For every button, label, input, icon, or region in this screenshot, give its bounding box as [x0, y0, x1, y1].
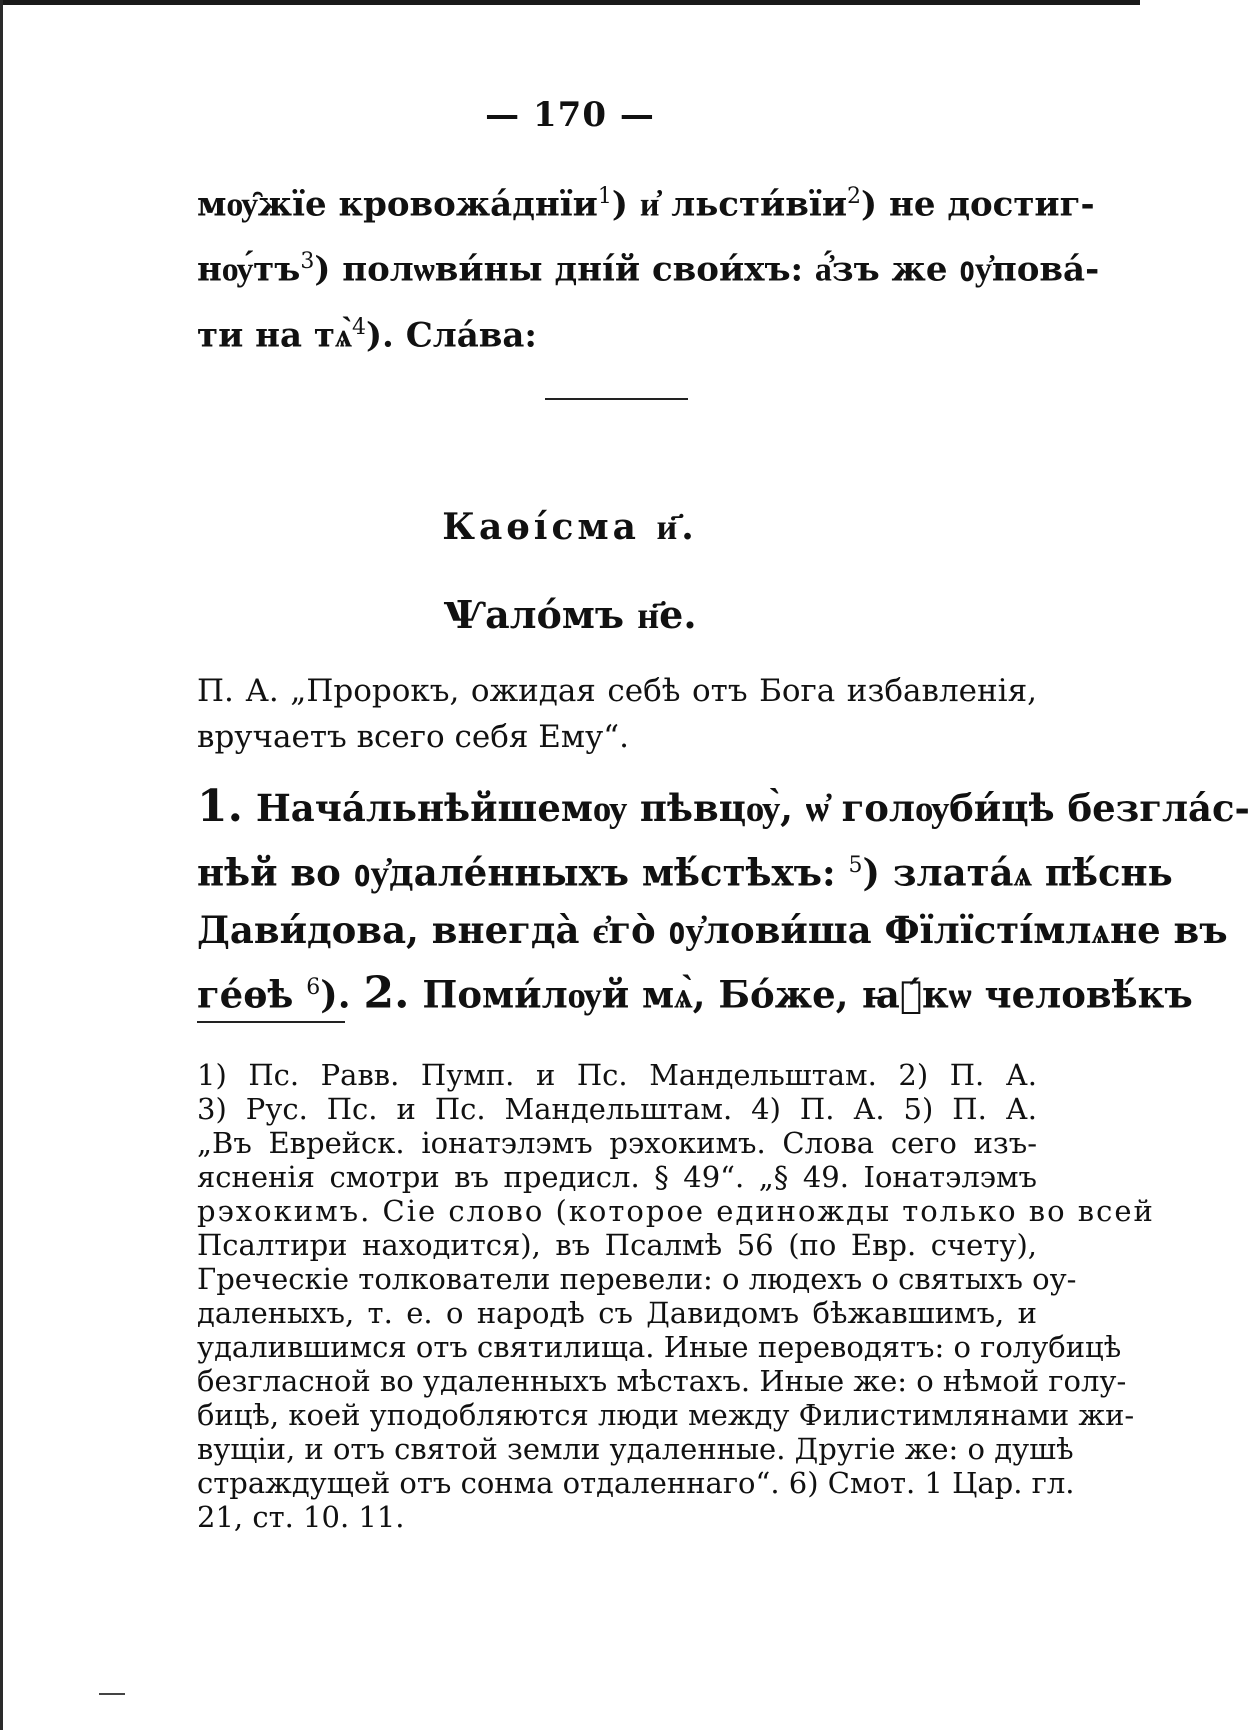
top-text-line-2: $нѹ́тъ^3$) полѡви́ны дні́й свои́хъ: а҆́зъ же ᲂу҆пова́-	[197, 249, 1100, 290]
psalm-title: Ѱало́мъ н҃е.	[443, 592, 697, 637]
footnote-line: „Въ Еврейск. іонатэлэмъ рэхокимъ. Слова сего изъ-	[197, 1126, 1037, 1160]
margin-mark	[99, 1693, 125, 1695]
kathisma-heading: Каѳі́сма и҃.	[442, 506, 698, 548]
footnote-line: 3) Рус. Пс. и Пс. Мандельштам. 4) П. А. 5) П. А.	[197, 1092, 1037, 1126]
verse-number-1: 1.	[197, 781, 243, 832]
footnote-ref-6: 6	[306, 975, 321, 1001]
psalm-annotation: П. А. „Пророкъ, ожидая себѣ отъ Бога избавленія, вручаетъ всего себя Ему“.	[197, 673, 1037, 755]
footnote-line: 21, ст. 10. 11.	[197, 1500, 405, 1534]
footnote-line: рэхокимъ. Сіе слово (которое единожды только во всей	[197, 1194, 1155, 1228]
footnote-ref-4: 4	[351, 314, 366, 340]
footnote-ref-5: 5	[848, 853, 863, 878]
footnote-line: вущіи, и отъ святой земли удаленные. Другіе же: о душѣ	[197, 1432, 1074, 1466]
top-text-line-1: мѹ̑жїе кровожа́днїи$^1$) и҆ льсти́вїи$^2$) не достиг-	[197, 184, 1095, 225]
left-edge-rule	[0, 0, 3, 1730]
footnote-ref-2: 2	[847, 184, 862, 209]
footnote-line: Псалтири находится), въ Псалмѣ 56 (по Евр. счету),	[197, 1228, 1037, 1262]
footnote-line: Греческіе толкователи перевели: о людехъ о святыхъ оу-	[197, 1262, 1077, 1296]
footnote-line: страждущей отъ сонма отдаленнаго“. 6) Смот. 1 Цар. гл.	[197, 1466, 1075, 1500]
footnote-ref-1: 1	[597, 184, 612, 209]
verse-line-4: ге́ѳѣ $^6$). 2. Поми́лѹй мѧ̀, Бо́же, ꙗ҆́кѡ человѣ́къ	[197, 967, 1193, 1019]
footnote-divider	[197, 1021, 345, 1023]
footnote-line: бицѣ, коей уподобляются люди между Филистимлянами жи-	[197, 1398, 1135, 1432]
footnote-line: безгласной во удаленныхъ мѣстахъ. Иные же: о нѣмой голу-	[197, 1364, 1127, 1398]
section-divider	[545, 398, 688, 400]
verse-number-2: 2.	[363, 967, 410, 1019]
top-church-slavonic-text	[197, 168, 1100, 364]
top-text-line-3: ти на тѧ̀$^4$). Сла́ва:	[197, 314, 537, 355]
footnote-line: даленыхъ, т. е. о народѣ съ Давидомъ бѣжавшимъ, и	[197, 1296, 1037, 1330]
psalm-verses	[197, 778, 1250, 1024]
footnote-line: ясненія смотри въ предисл. § 49“. „§ 49. Іонатэлэмъ	[197, 1160, 1037, 1194]
top-edge-rule	[0, 0, 1140, 5]
verse-line-2: нѣй во ᲂу҆дале́нныхъ мѣ́стѣхъ: $^5$) злата́ѧ пѣ́снь	[197, 850, 1173, 895]
footnotes	[197, 1058, 1155, 1534]
footnote-ref-3: 3	[300, 249, 315, 275]
page-number: — 170 —	[485, 95, 655, 135]
verse-line-1: 1. Нача́льнѣйшемѹ пѣвцѹ̀, ѡ҆ голѹби́цѣ безгла́с-	[197, 781, 1250, 832]
verse-line-3: Дави́дова, внегда̀ є҆го̀ ᲂу҆лови́ша Фїлїсті́млѧне въ	[197, 908, 1228, 953]
footnote-line: 1) Пс. Равв. Пумп. и Пс. Мандельштам. 2) П. А.	[197, 1058, 1037, 1092]
footnote-line: удалившимся отъ святилища. Иные переводятъ: о голубицѣ	[197, 1330, 1122, 1364]
